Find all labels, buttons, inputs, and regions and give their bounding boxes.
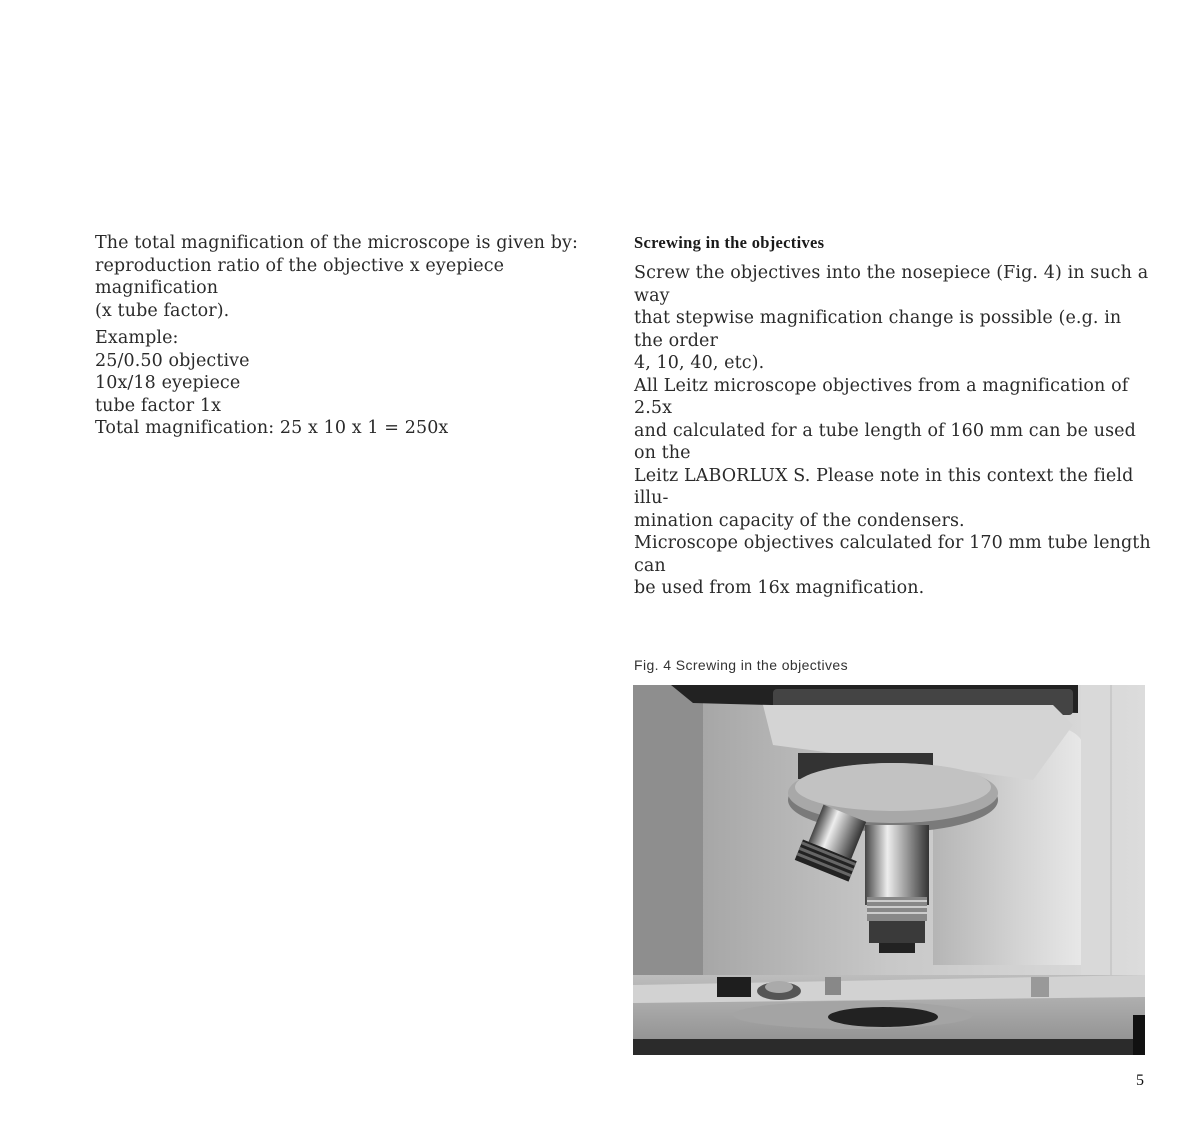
example-line: tube factor 1x [95, 395, 222, 416]
intro-line: reproduction ratio of the objective x eyepiece magnification [95, 255, 505, 298]
body-line: and calculated for a tube length of 160 mm can be used on the [634, 420, 1136, 463]
left-column [95, 232, 615, 440]
section-heading: Screwing in the objectives [634, 233, 825, 252]
body-line: that stepwise magnification change is possible (e.g. in the order [634, 308, 1122, 351]
intro-line: (x tube factor). [95, 300, 230, 321]
example-line: Total magnification: 25 x 10 x 1 = 250x [95, 418, 449, 438]
example-line: 10x/18 eyepiece [95, 373, 241, 393]
right-column [634, 232, 1154, 600]
body-line: mination capacity of the condensers. [634, 510, 965, 531]
body-line: Leitz LABORLUX S. Please note in this context the field illu- [634, 465, 1134, 508]
example-line: 25/0.50 objective [95, 350, 250, 371]
body-line: be used from 16x magnification. [634, 578, 925, 598]
microscope-photo [633, 685, 1145, 1055]
body-line: All Leitz microscope objectives from a magnification of 2.5x [634, 375, 1129, 418]
page-number: 5 [1136, 1072, 1144, 1089]
example-label: Example: [95, 328, 179, 348]
body-line: 4, 10, 40, etc). [634, 353, 765, 373]
body-line: Screw the objectives into the nosepiece (Fig. 4) in such a way [634, 263, 1149, 306]
figure-caption: Fig. 4 Screwing in the objectives [634, 657, 848, 673]
body-line: Microscope objectives calculated for 170 mm tube length can [634, 533, 1151, 576]
intro-line: The total magnification of the microscope is given by: [95, 233, 578, 253]
